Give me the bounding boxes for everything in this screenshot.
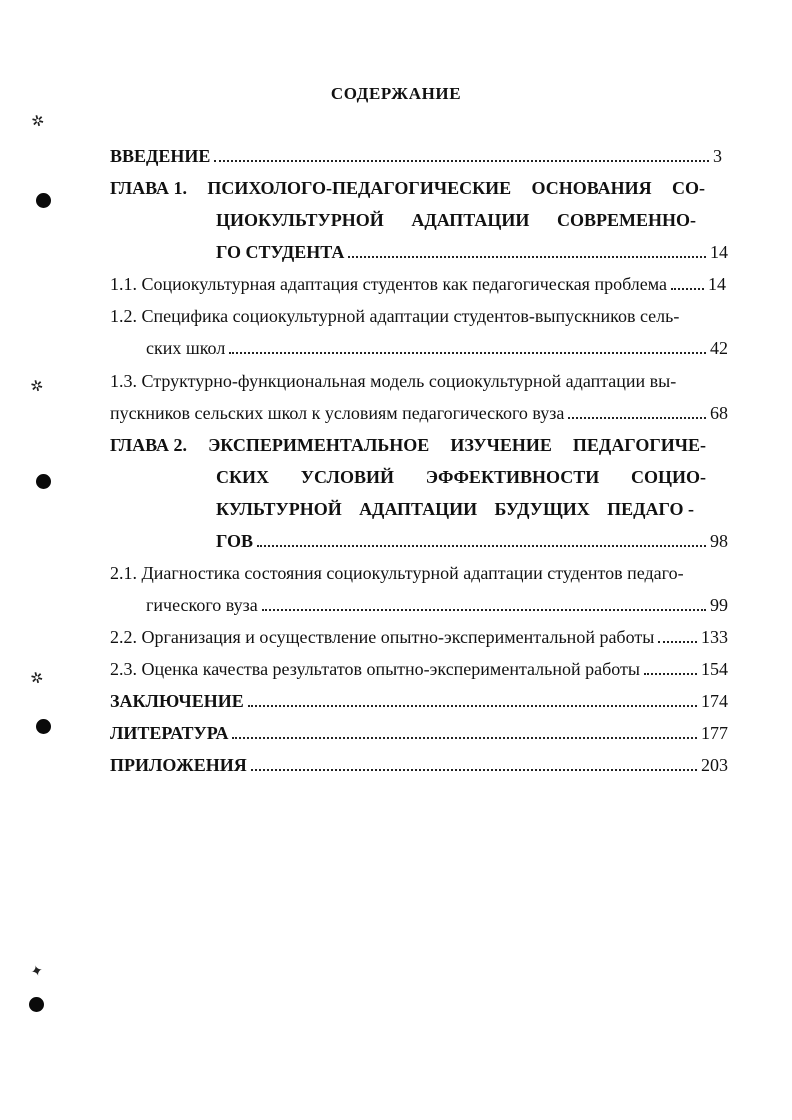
toc-chapter2-line4: [216, 530, 728, 552]
chapter-title-word: ОСНОВАНИЯ: [531, 178, 652, 198]
chapter-title-word: ИЗУЧЕНИЕ: [450, 435, 552, 455]
chapter-title-word: СОЦИО-: [630, 467, 706, 487]
section-title: ских школ: [146, 338, 226, 358]
section-title: 2.2. Организация и осуществление опытно-экспериментальной работы: [110, 627, 655, 647]
chapter-title-word: СО-: [671, 178, 705, 198]
chapter-title-word: АДАПТАЦИИ: [411, 210, 530, 230]
chapter-title-word: ЭКСПЕРИМЕНТАЛЬНОЕ: [208, 435, 430, 455]
toc-label: ЛИТЕРАТУРА: [110, 723, 229, 743]
chapter-prefix: ГЛАВА 2.: [110, 435, 188, 455]
toc-chapter1-line1: [110, 177, 705, 199]
toc-section-1-1: [110, 273, 726, 295]
toc-section-2-1-line1: [110, 562, 720, 584]
toc-entry-conclusion: [110, 690, 728, 712]
toc-section-1-3-line1: [110, 370, 720, 392]
section-title: 1.3. Структурно-функциональная модель социокультурной адаптации вы-: [110, 371, 677, 391]
punch-hole-bottom: [29, 997, 44, 1012]
toc-entry-appendices: [110, 754, 728, 776]
dot-leader: [248, 705, 697, 707]
toc-page-number: 68: [710, 403, 728, 423]
toc-chapter1-line3: [216, 241, 728, 263]
page-title: СОДЕРЖАНИЕ: [330, 84, 462, 103]
toc-section-2-1-line2: [146, 594, 728, 616]
chapter-title-word: КУЛЬТУРНОЙ: [216, 499, 342, 519]
section-title: 1.2. Специфика социокультурной адаптации студентов-выпускников сель-: [110, 306, 680, 326]
toc-chapter2-line1: [110, 434, 706, 456]
dot-leader: [644, 673, 697, 675]
section-title: гического вуза: [146, 595, 258, 615]
chapter-title-word: УСЛОВИЙ: [300, 467, 394, 487]
toc-page-number: 203: [701, 755, 728, 775]
dot-leader: [229, 352, 706, 354]
toc-section-1-3-line2: [110, 402, 728, 424]
toc-page-number: 3: [713, 146, 722, 166]
dot-leader: [568, 417, 706, 419]
toc-page-number: 14: [710, 242, 728, 262]
punch-hole-top: [36, 193, 51, 208]
scan-speck-icon: ✲: [30, 112, 47, 132]
chapter-title-word: ПЕДАГОГИЧЕ-: [572, 435, 706, 455]
section-title: пускников сельских школ к условиям педагогического вуза: [110, 403, 565, 423]
chapter-title-word: ПСИХОЛОГО-ПЕДАГОГИЧЕСКИЕ: [207, 178, 512, 198]
section-title: 1.1. Социокультурная адаптация студентов как педагогическая проблема: [110, 274, 668, 294]
toc-page-number: 133: [701, 627, 728, 647]
chapter-prefix: ГЛАВА 1.: [110, 178, 188, 198]
toc-chapter1-line2: [216, 209, 696, 231]
chapter-title-word: ЦИОКУЛЬТУРНОЙ: [216, 210, 384, 230]
dot-leader: [348, 256, 706, 258]
chapter-title-word: ЭФФЕКТИВНОСТИ: [425, 467, 600, 487]
chapter-title-word: СОВРЕМЕННО-: [556, 210, 696, 230]
toc-entry-literature: [110, 722, 728, 744]
chapter-title-text: ГО СТУДЕНТА: [216, 242, 345, 262]
dot-leader: [671, 288, 704, 290]
scan-speck-icon: ✦: [29, 962, 46, 982]
toc-page-number: 98: [710, 531, 728, 551]
chapter-title-word: ПЕДАГО -: [607, 499, 694, 519]
section-title: 2.1. Диагностика состояния социокультурной адаптации студентов педаго-: [110, 563, 684, 583]
toc-page-number: 42: [710, 338, 728, 358]
section-title: 2.3. Оценка качества результатов опытно-экспериментальной работы: [110, 659, 641, 679]
toc-section-2-2: [110, 626, 728, 648]
dot-leader: [214, 160, 709, 162]
chapter-title-word: БУДУЩИХ: [494, 499, 590, 519]
chapter-title-text: ГОВ: [216, 531, 254, 551]
scan-speck-icon: ✲: [29, 377, 46, 397]
toc-chapter2-line3: [216, 498, 694, 520]
dot-leader: [251, 769, 697, 771]
dot-leader: [232, 737, 697, 739]
punch-hole-lower-middle: [36, 719, 51, 734]
toc-page-number: 154: [701, 659, 728, 679]
punch-hole-upper-middle: [36, 474, 51, 489]
toc-page-number: 174: [701, 691, 728, 711]
toc-page-number: 99: [710, 595, 728, 615]
toc-entry-introduction: [110, 145, 722, 167]
toc-label: ВВЕДЕНИЕ: [110, 146, 211, 166]
chapter-title-word: СКИХ: [216, 467, 270, 487]
toc-section-2-3: [110, 658, 728, 680]
scan-speck-icon: ✲: [29, 669, 46, 689]
dot-leader: [658, 641, 697, 643]
chapter-title-word: АДАПТАЦИИ: [359, 499, 478, 519]
toc-chapter2-line2: [216, 466, 706, 488]
toc-page-number: 177: [701, 723, 728, 743]
dot-leader: [262, 609, 706, 611]
toc-label: ЗАКЛЮЧЕНИЕ: [110, 691, 244, 711]
toc-label: ПРИЛОЖЕНИЯ: [110, 755, 247, 775]
toc-section-1-2-line2: [146, 337, 728, 359]
toc-page-number: 14: [708, 274, 726, 294]
toc-section-1-2-line1: [110, 305, 720, 327]
dot-leader: [257, 545, 706, 547]
